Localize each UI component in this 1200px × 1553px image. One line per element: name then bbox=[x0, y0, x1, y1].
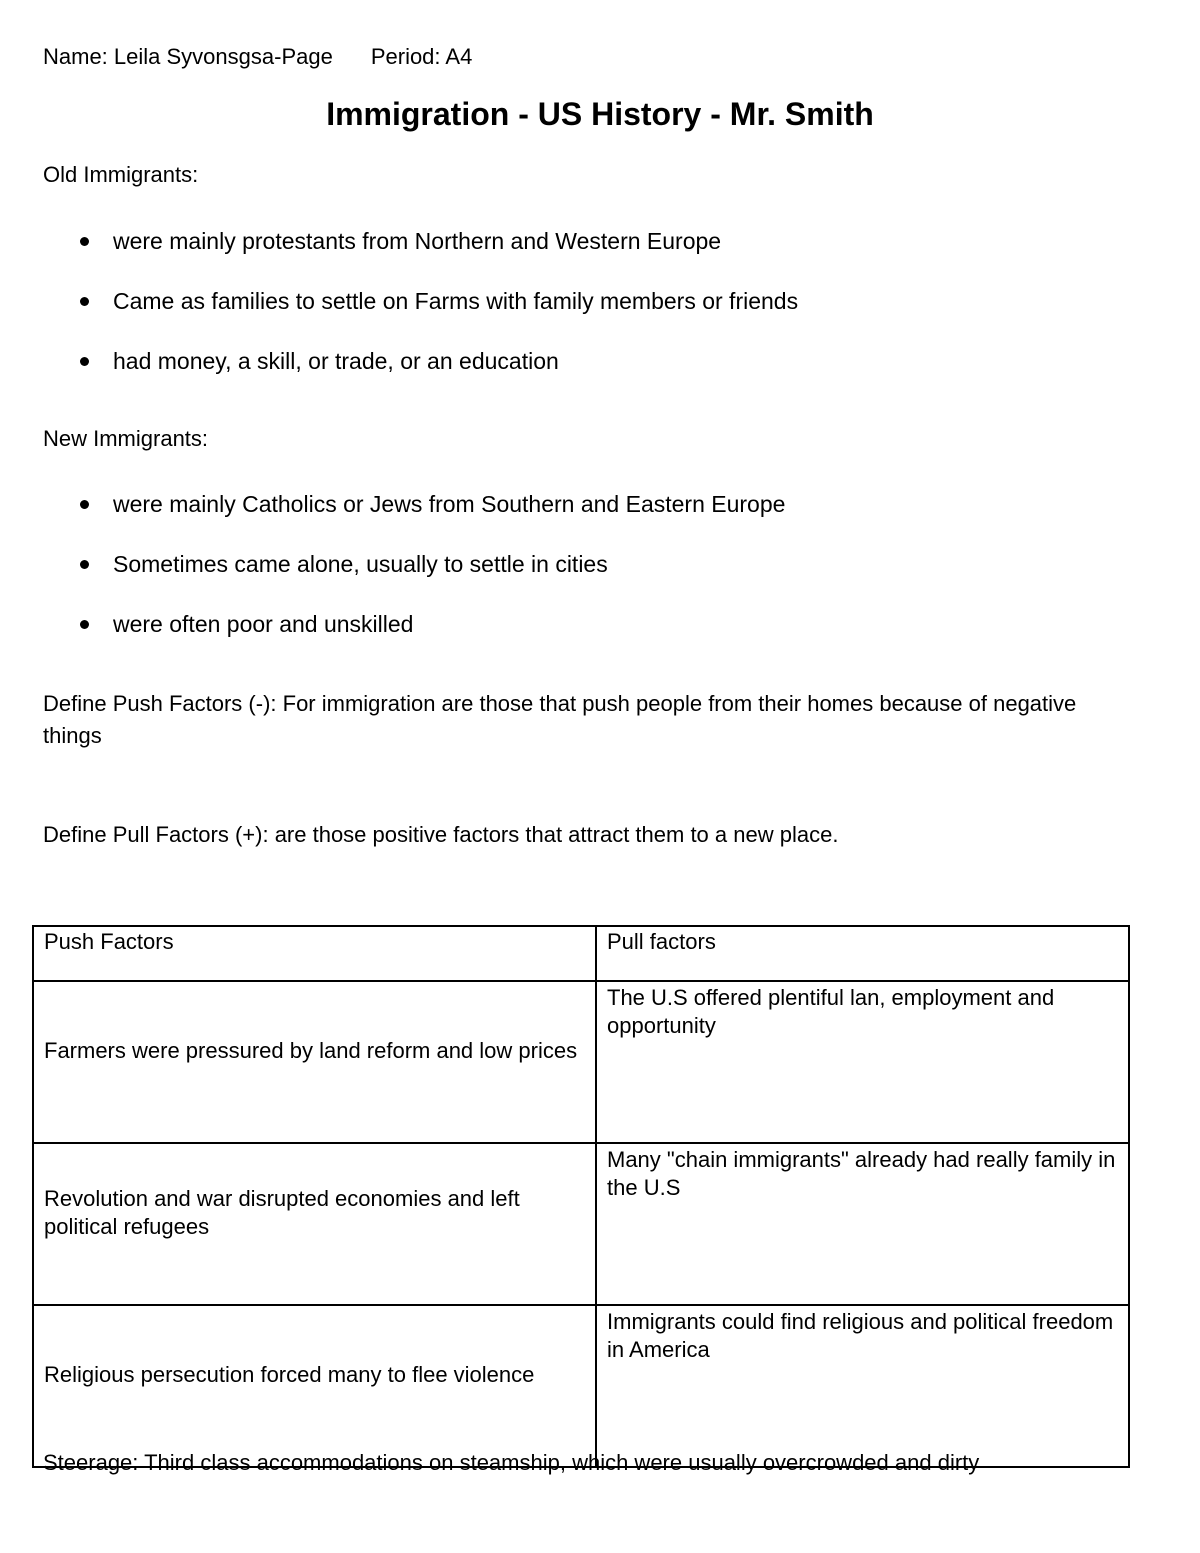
pull-factors-header: Pull factors bbox=[596, 926, 1129, 981]
pull-factor-cell: Immigrants could find religious and political freedom in America bbox=[596, 1305, 1129, 1467]
header-line bbox=[43, 44, 472, 70]
pull-factor-cell: The U.S offered plentiful lan, employment and opportunity bbox=[596, 981, 1129, 1143]
push-factors-definition: Define Push Factors (-): For immigration are those that push people from their homes because of negative things bbox=[43, 691, 1077, 748]
push-factor-cell: Revolution and war disrupted economies and left political refugees bbox=[33, 1143, 596, 1305]
bullet-icon bbox=[80, 620, 89, 629]
new-immigrants-list bbox=[0, 489, 785, 669]
table-row bbox=[33, 1305, 1129, 1467]
old-immigrants-label: Old Immigrants: bbox=[43, 162, 199, 187]
push-factor-cell: Farmers were pressured by land reform and low prices bbox=[33, 981, 596, 1143]
old-immigrants-list bbox=[0, 226, 798, 406]
list-item: were mainly Catholics or Jews from Southern and Eastern Europe bbox=[0, 489, 785, 549]
list-item: had money, a skill, or trade, or an education bbox=[0, 346, 798, 406]
list-item: were mainly protestants from Northern and Western Europe bbox=[0, 226, 798, 286]
new-immigrants-label: New Immigrants: bbox=[43, 426, 209, 451]
table-row bbox=[33, 981, 1129, 1143]
push-pull-table bbox=[32, 925, 1130, 1468]
table-row bbox=[33, 1143, 1129, 1305]
student-name: Name: Leila Syvonsgsa-Page bbox=[43, 44, 333, 69]
bullet-icon bbox=[80, 357, 89, 366]
push-factors-header: Push Factors bbox=[33, 926, 596, 981]
bullet-icon bbox=[80, 560, 89, 569]
bullet-icon bbox=[80, 297, 89, 306]
page-title: Immigration - US History - Mr. Smith bbox=[326, 96, 874, 132]
class-period: Period: A4 bbox=[370, 44, 473, 69]
steerage-definition: Steerage: Third class accommodations on steamship, which were usually overcrowded and dirty bbox=[43, 1450, 980, 1475]
list-item: Came as families to settle on Farms with family members or friends bbox=[0, 286, 798, 346]
pull-factor-cell: Many "chain immigrants" already had really family in the U.S bbox=[596, 1143, 1129, 1305]
bullet-icon bbox=[80, 500, 89, 509]
push-factor-cell: Religious persecution forced many to flee violence bbox=[33, 1305, 596, 1467]
list-item: were often poor and unskilled bbox=[0, 609, 785, 669]
pull-factors-definition: Define Pull Factors (+): are those positive factors that attract them to a new place. bbox=[43, 822, 839, 847]
list-item: Sometimes came alone, usually to settle in cities bbox=[0, 549, 785, 609]
bullet-icon bbox=[80, 237, 89, 246]
table-header-row bbox=[33, 926, 1129, 981]
